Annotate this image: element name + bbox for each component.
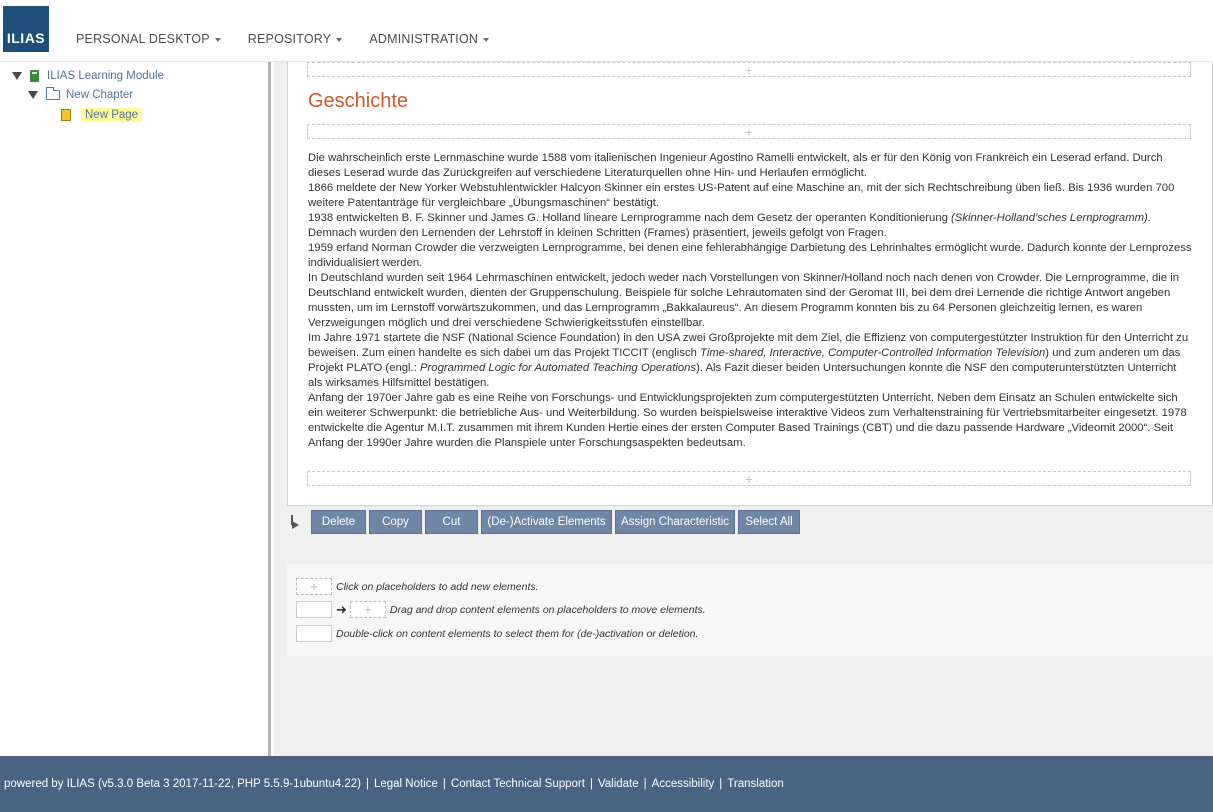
page-editor (287, 62, 1213, 506)
editing-help (287, 564, 1213, 656)
help-row-add (296, 578, 539, 595)
tree-page-label[interactable]: New Page (81, 108, 142, 122)
help-text: Drag and drop content elements on placeholders to move elements. (389, 603, 706, 616)
help-row-drag (296, 601, 706, 618)
nav-administration[interactable] (369, 32, 489, 46)
nav-repository[interactable] (248, 32, 343, 46)
plus-icon: + (744, 123, 754, 140)
text-span: ). Als Fazit dieser beiden Untersuchungen konnte die NSF den computerunterstützten Unterricht als wirksames Hilfsmittel bestätigen. (308, 362, 1177, 389)
content-area (274, 62, 1213, 756)
page-icon (61, 109, 71, 121)
add-element-placeholder[interactable] (307, 124, 1191, 139)
text-span: Im Jahre 1971 startete die NSF (National Science Foundation) in den USA zwei Großprojekte mit dem Ziel, die Effizienz von computergestützter Instruktion für den Unterricht zu beweisen. Zum einen handelte es sich dabei um das Projekt TICCIT (englisch (308, 332, 1189, 359)
copy-button[interactable]: Copy (369, 510, 422, 534)
arrow-right-icon: ➜ (336, 601, 347, 617)
assign-characteristic-button[interactable]: Assign Characteristic (615, 510, 735, 534)
validate-link[interactable]: Validate (597, 778, 639, 790)
action-toolbar (287, 510, 800, 534)
nav-personal-desktop[interactable] (76, 32, 221, 46)
translation-link[interactable]: Translation (727, 778, 784, 790)
placeholder-sample-icon: + (350, 601, 386, 618)
help-text: Click on placeholders to add new elements. (336, 580, 539, 593)
select-arrow-icon (287, 514, 305, 530)
separator: | (442, 778, 446, 790)
text-emphasis: Programmed Logic for Automated Teaching Operations (419, 362, 697, 374)
text-line (308, 211, 1193, 241)
tree-node-chapter[interactable] (28, 89, 133, 101)
chevron-down-icon (336, 38, 342, 42)
element-sample-icon (296, 625, 332, 642)
delete-button[interactable]: Delete (311, 510, 366, 534)
expand-toggle-icon[interactable] (12, 72, 22, 80)
nav-label: PERSONAL DESKTOP (76, 32, 210, 46)
plus-icon: + (744, 470, 754, 487)
text-line: 1959 erfand Norman Crowder die verzweigten Lernprogramme, bei denen eine fehlerabhängige Darbietung des Lehrinhaltes ermöglicht wurde. Dadurch konnte der Lernprozess individualisiert werden. (308, 242, 1192, 269)
text-line: Die wahrscheinlich erste Lernmaschine wurde 1588 vom italienischen Ingenieur Agostino Ramelli entwickelt, als er für den König von Frankreich ein Leserad erfand. Durch dieses Leserad wurde das Zurückgreifen auf verschiedene Literaturquellen ohne Hin- und Herlaufen ermöglicht. (308, 152, 1163, 179)
logo-text: ILIAS (6, 30, 46, 46)
accessibility-link[interactable]: Accessibility (651, 778, 715, 790)
activate-elements-button[interactable]: (De-)Activate Elements (481, 510, 612, 534)
add-element-placeholder[interactable] (307, 471, 1191, 486)
text-line (308, 331, 1193, 391)
text-span: ) und zum anderen um das Projekt PLATO (engl.: (308, 347, 1181, 374)
powered-by-text: powered by ILIAS (v5.3.0 Beta 3 2017-11-22, PHP 5.5.9-1ubuntu4.22) (4, 778, 361, 790)
separator: | (589, 778, 593, 790)
text-line: 1866 meldete der New Yorker Webstuhlentwickler Halcyon Skinner ein erstes US-Patent auf eine Maschine an, mit der sich Rechtschreibung üben ließ. Bis 1936 wurden 700 weitere Patentanträge für vergleichbare „Übungsmaschinen“ bestätigt. (308, 182, 1175, 209)
help-row-select (296, 625, 698, 642)
legal-notice-link[interactable]: Legal Notice (373, 778, 438, 790)
expand-toggle-icon[interactable] (28, 91, 38, 99)
ilias-logo[interactable] (3, 6, 49, 52)
text-line: In Deutschland wurden seit 1964 Lehrmaschinen entwickelt, jedoch weder nach Vorstellungen von Skinner/Holland noch nach denen von Crowder. Die Lernprogramme, die in Deutschland entwickelt wurden, dienten der Gruppenschulung. Beispiele für solche Lehrautomaten sind der Geromat III, bei dem drei Lernende die richtige Antwort angeben mussten, um im Lernstoff vorwärtszukommen, und das Lernprogramm „Bakkalaureus“. An diesem Programm konnten bis zu 64 Personen gleichzeitig lernen, es waren Verzweigungen möglich und drei verschiedene Schwierigkeitsstufen einstellbar. (308, 272, 1180, 329)
paragraph-element[interactable] (308, 151, 1193, 451)
contact-support-link[interactable]: Contact Technical Support (450, 778, 585, 790)
element-sample-icon (296, 601, 332, 618)
footer (0, 756, 1213, 812)
separator: | (719, 778, 723, 790)
placeholder-sample-icon: + (296, 578, 332, 595)
text-emphasis: Time-shared, Interactive, Computer-Controlled Information Television (700, 347, 1046, 359)
text-emphasis: (Skinner-Holland’sches Lernprogramm) (951, 212, 1148, 224)
cut-button[interactable]: Cut (425, 510, 478, 534)
text-line: Anfang der 1970er Jahre gab es eine Reihe von Forschungs- und Entwicklungsprojekten zum computergestützten Unterricht. Neben dem Einsatz an Schulen entwickelte sich ein weiterer Schwerpunkt: die betriebliche Aus- und Weiterbildung. So wurden beispielsweise interaktive Videos zum Verhaltenstraining für Vertriebsmitarbeiter eingesetzt. 1978 entwickelte die Agentur M.I.T. zusammen mit ihrem Kunden Hertie eines der ersten Computer Based Trainings (CBT) und die dazu passende Hardware „Videomit 2000“. Seit Anfang der 1990er Jahre wurden die Planspiele unter Forschungsaspekten bedeutsam. (308, 392, 1187, 449)
help-text: Double-click on content elements to select them for (de-)activation or deletion. (336, 627, 699, 640)
separator: | (365, 778, 369, 790)
top-header (0, 0, 1213, 62)
tree-root-label[interactable]: ILIAS Learning Module (47, 70, 164, 82)
tree-node-root[interactable] (12, 70, 164, 82)
main-navigation (76, 32, 516, 46)
learning-module-icon (30, 70, 39, 82)
separator: | (643, 778, 647, 790)
chevron-down-icon (215, 38, 221, 42)
plus-icon: + (744, 61, 754, 78)
nav-label: REPOSITORY (247, 32, 332, 46)
chevron-down-icon (483, 38, 489, 42)
tree-chapter-label[interactable]: New Chapter (66, 89, 134, 101)
select-all-button[interactable]: Select All (738, 510, 800, 534)
nav-label: ADMINISTRATION (369, 32, 479, 46)
explorer-tree (0, 62, 271, 756)
text-span: . Demnach wurden den Lernenden der Lehrstoff in kleinen Schritten (Frames) präsentiert, jeweils gefolgt von Fragen. (308, 212, 1151, 239)
tree-node-page[interactable] (61, 108, 142, 122)
text-span: 1938 entwickelten B. F. Skinner und James G. Holland lineare Lernprogramme nach dem Gesetz der operanten Konditionierung (308, 212, 952, 224)
add-element-placeholder[interactable] (307, 62, 1191, 77)
chapter-folder-icon (46, 90, 60, 100)
page-heading[interactable]: Geschichte (308, 90, 409, 112)
